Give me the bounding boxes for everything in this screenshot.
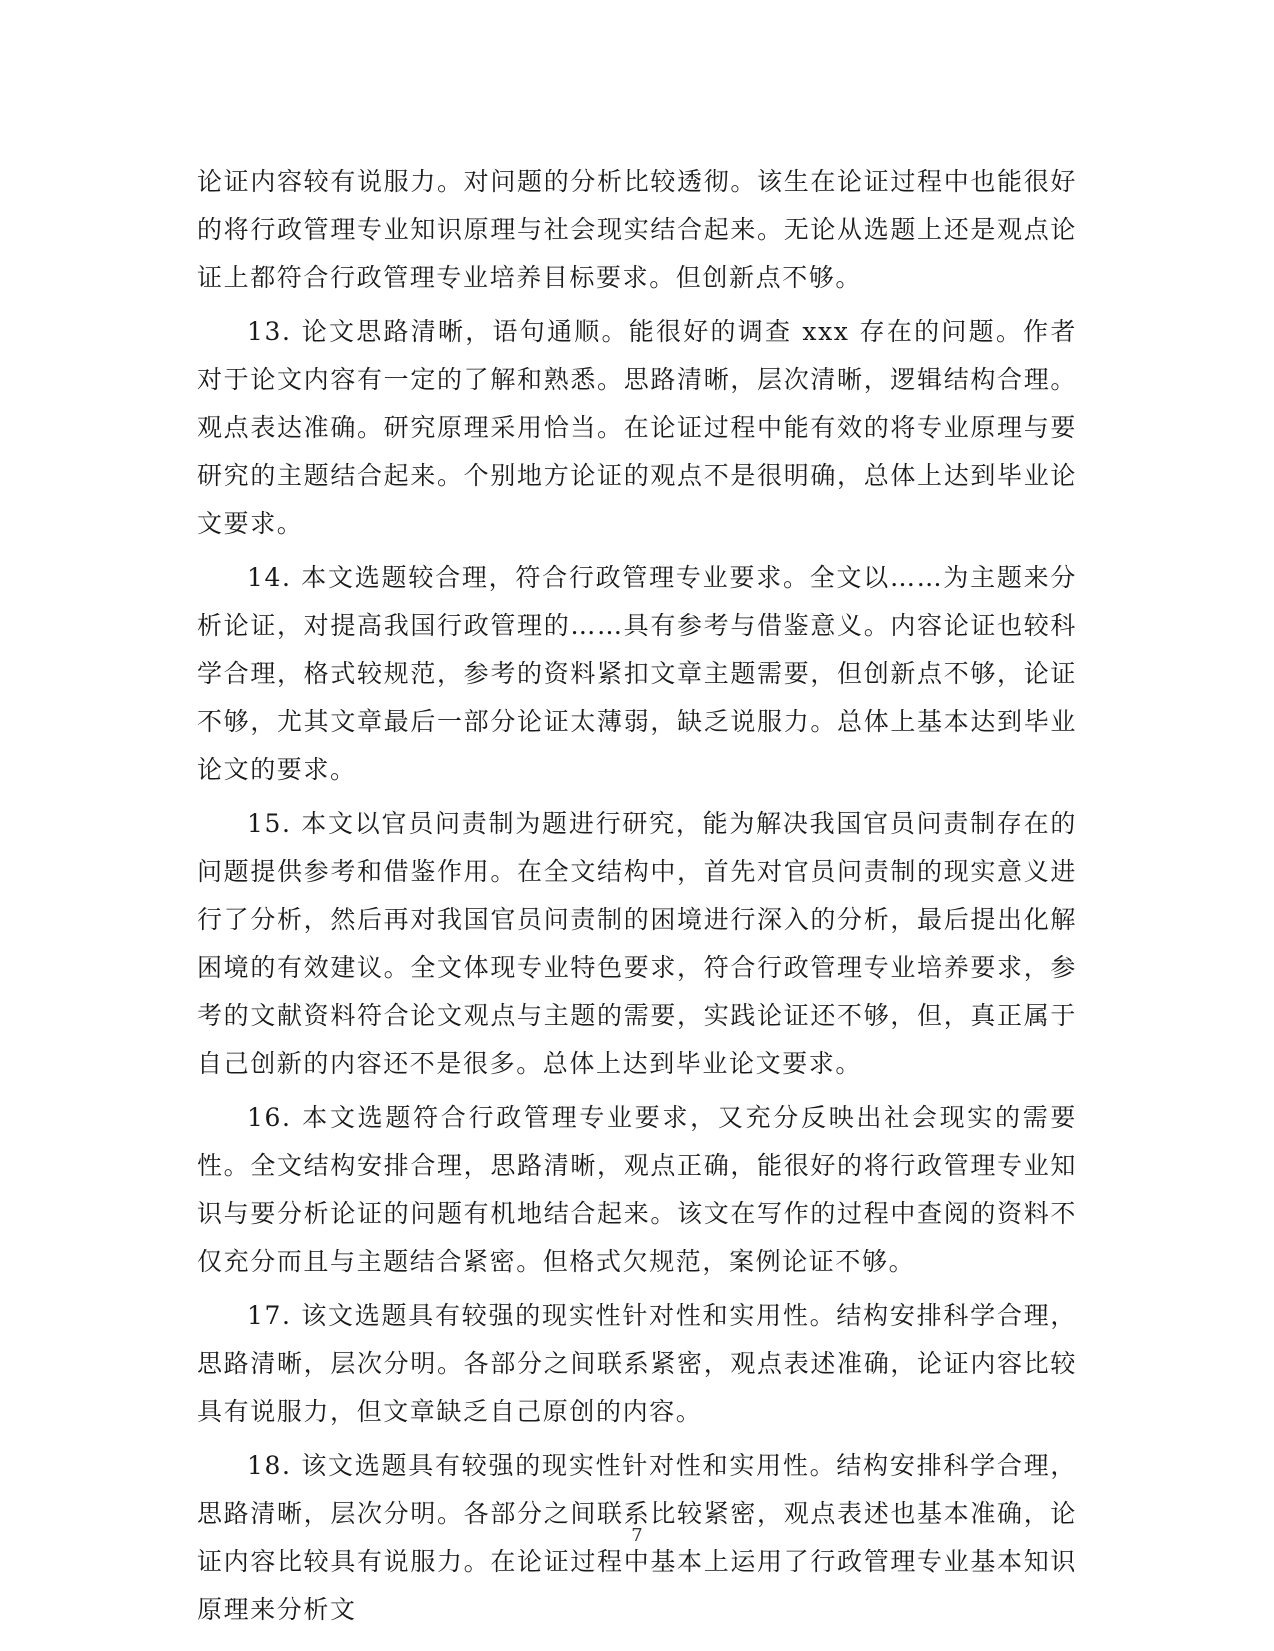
paragraph-text: 该文选题具有较强的现实性针对性和实用性。结构安排科学合理，思路清晰，层次分明。各部分之间联系紧密，观点表述准确，论证内容比较具有说服力，但文章缺乏自己原创的内容。 (197, 1301, 1077, 1426)
paragraph-text: 该文选题具有较强的现实性针对性和实用性。结构安排科学合理，思路清晰，层次分明。各部分之间联系比较紧密，观点表述也基本准确，论证内容比较具有说服力。在论证过程中基本上运用了行政管理专业基本知识原理来分析文 (197, 1451, 1077, 1624)
paragraph-14 (197, 554, 1077, 794)
paragraph-number: 16. (247, 1103, 292, 1132)
paragraph-text: 本文以官员问责制为题进行研究，能为解决我国官员问责制存在的问题提供参考和借鉴作用。在全文结构中，首先对官员问责制的现实意义进行了分析，然后再对我国官员问责制的困境进行深入的分析，最后提出化解困境的有效建议。全文体现专业特色要求，符合行政管理专业培养要求，参考的文献资料符合论文观点与主题的需要，实践论证还不够，但，真正属于自己创新的内容还不是很多。总体上达到毕业论文要求。 (197, 809, 1077, 1078)
paragraph-17 (197, 1292, 1077, 1436)
paragraph-15 (197, 800, 1077, 1088)
paragraph-number: 17. (247, 1301, 292, 1330)
paragraph-text: 论文思路清晰，语句通顺。能很好的调查 xxx 存在的问题。作者对于论文内容有一定的了解和熟悉。思路清晰，层次清晰，逻辑结构合理。观点表达准确。研究原理采用恰当。在论证过程中能有效的将专业原理与要研究的主题结合起来。个别地方论证的观点不是很明确，总体上达到毕业论文要求。 (197, 317, 1078, 538)
paragraph-number: 13. (247, 317, 292, 346)
paragraph-text: 本文选题较合理，符合行政管理专业要求。全文以……为主题来分析论证，对提高我国行政管理的……具有参考与借鉴意义。内容论证也较科学合理，格式较规范，参考的资料紧扣文章主题需要，但创新点不够，论证不够，尤其文章最后一部分论证太薄弱，缺乏说服力。总体上基本达到毕业论文的要求。 (197, 563, 1078, 784)
paragraph-13 (197, 308, 1077, 548)
paragraph-number: 18. (247, 1451, 292, 1480)
paragraph-continuation (197, 158, 1077, 302)
paragraph-16 (197, 1094, 1077, 1286)
paragraph-text: 本文选题符合行政管理专业要求，又充分反映出社会现实的需要性。全文结构安排合理，思路清晰，观点正确，能很好的将行政管理专业知识与要分析论证的问题有机地结合起来。该文在写作的过程中查阅的资料不仅充分而且与主题结合紧密。但格式欠规范，案例论证不够。 (197, 1103, 1078, 1276)
body-text (197, 158, 1077, 1640)
paragraph-number: 15. (247, 809, 292, 838)
paragraph-number: 14. (247, 563, 292, 592)
page-number: 7 (631, 1525, 643, 1546)
paragraph-text: 论证内容较有说服力。对问题的分析比较透彻。该生在论证过程中也能很好的将行政管理专业知识原理与社会现实结合起来。无论从选题上还是观点论证上都符合行政管理专业培养目标要求。但创新点不够。 (197, 167, 1077, 292)
